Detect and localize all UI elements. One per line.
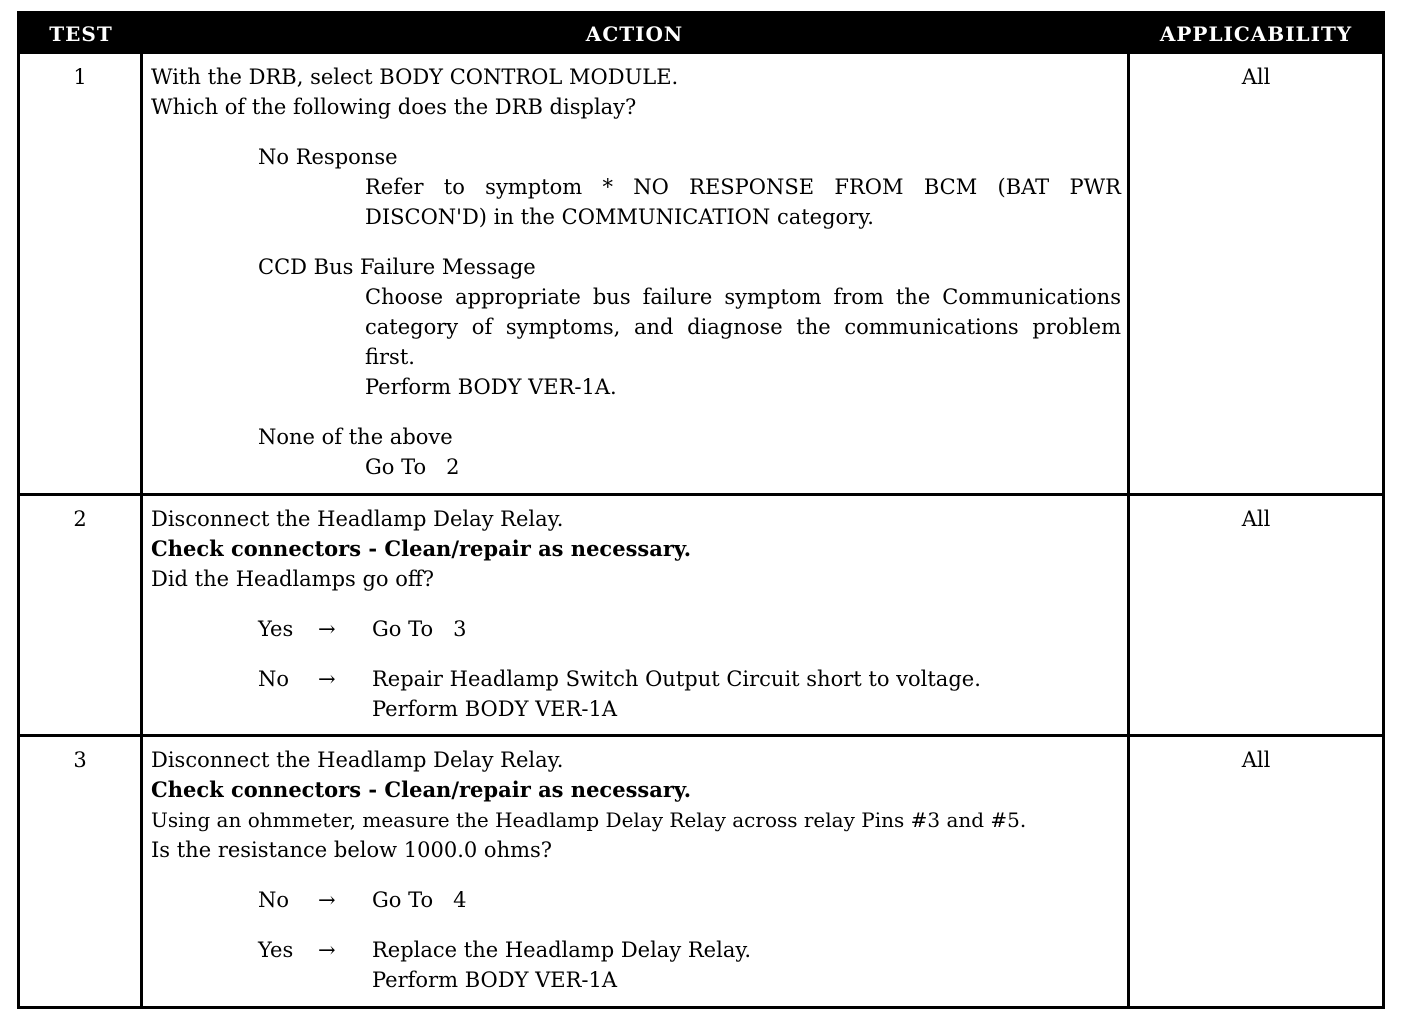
- row-divider: [20, 493, 1382, 496]
- action-line: Check connectors - Clean/repair as necessary.: [151, 536, 692, 561]
- test-number: 3: [73, 748, 87, 772]
- header-action: ACTION: [585, 22, 684, 46]
- action-line: Disconnect the Headlamp Delay Relay.: [151, 507, 564, 531]
- answer-text: Repair Headlamp Switch Output Circuit short to voltage.: [372, 667, 981, 691]
- action-line: Is the resistance below 1000.0 ohms?: [151, 838, 553, 862]
- action-line: Check connectors - Clean/repair as necessary.: [151, 777, 692, 802]
- column-divider: [140, 54, 143, 1009]
- action-line: With the DRB, select BODY CONTROL MODULE.: [151, 65, 679, 89]
- arrow-icon: →: [318, 617, 336, 641]
- action-line: Did the Headlamps go off?: [151, 567, 435, 591]
- action-cell: [151, 745, 1121, 995]
- header-applicability: APPLICABILITY: [1159, 22, 1353, 46]
- answer-row: [151, 885, 1121, 915]
- arrow-icon: →: [318, 888, 336, 912]
- answer-text: Perform BODY VER-1A: [372, 968, 618, 992]
- test-number: 1: [73, 65, 87, 89]
- answer-row: [151, 664, 1121, 694]
- action-line: Which of the following does the DRB display?: [151, 95, 637, 119]
- row-divider: [20, 734, 1382, 737]
- option-text: Perform BODY VER-1A.: [365, 375, 617, 399]
- answer-text: Go To 3: [372, 617, 467, 641]
- table-header: [20, 14, 1382, 54]
- diagnostic-table: [17, 11, 1385, 1009]
- header-test: TEST: [49, 22, 113, 46]
- answer-text: Replace the Headlamp Delay Relay.: [372, 938, 752, 962]
- action-cell: [151, 62, 1121, 482]
- arrow-icon: →: [318, 938, 336, 962]
- option-label: No Response: [258, 145, 398, 169]
- answer-label: No: [258, 888, 290, 912]
- action-cell: [151, 504, 1121, 724]
- answer-label: No: [258, 667, 290, 691]
- action-line: Disconnect the Headlamp Delay Relay.: [151, 748, 564, 772]
- answer-row: [151, 614, 1121, 644]
- applicability-value: All: [1241, 748, 1271, 772]
- option-text: Refer to symptom * NO RESPONSE FROM BCM (BAT PWR DISCON'D) in the COMMUNICATION category.: [365, 175, 1121, 229]
- action-line: Using an ohmmeter, measure the Headlamp Delay Relay across relay Pins #3 and #5.: [151, 808, 1027, 832]
- arrow-icon: →: [318, 667, 336, 691]
- option-label: None of the above: [258, 425, 453, 449]
- answer-text: Perform BODY VER-1A: [372, 697, 618, 721]
- option-text: Choose appropriate bus failure symptom from the Communications category of symptoms, and diagnose the communications problem first.: [365, 285, 1121, 369]
- applicability-value: All: [1241, 507, 1271, 531]
- applicability-value: All: [1241, 65, 1271, 89]
- answer-row: [151, 935, 1121, 965]
- answer-text: Go To 4: [372, 888, 467, 912]
- answer-label: Yes: [258, 617, 294, 641]
- test-number: 2: [73, 507, 87, 531]
- answer-label: Yes: [258, 938, 294, 962]
- option-text: Go To 2: [365, 455, 460, 479]
- option-label: CCD Bus Failure Message: [258, 255, 536, 279]
